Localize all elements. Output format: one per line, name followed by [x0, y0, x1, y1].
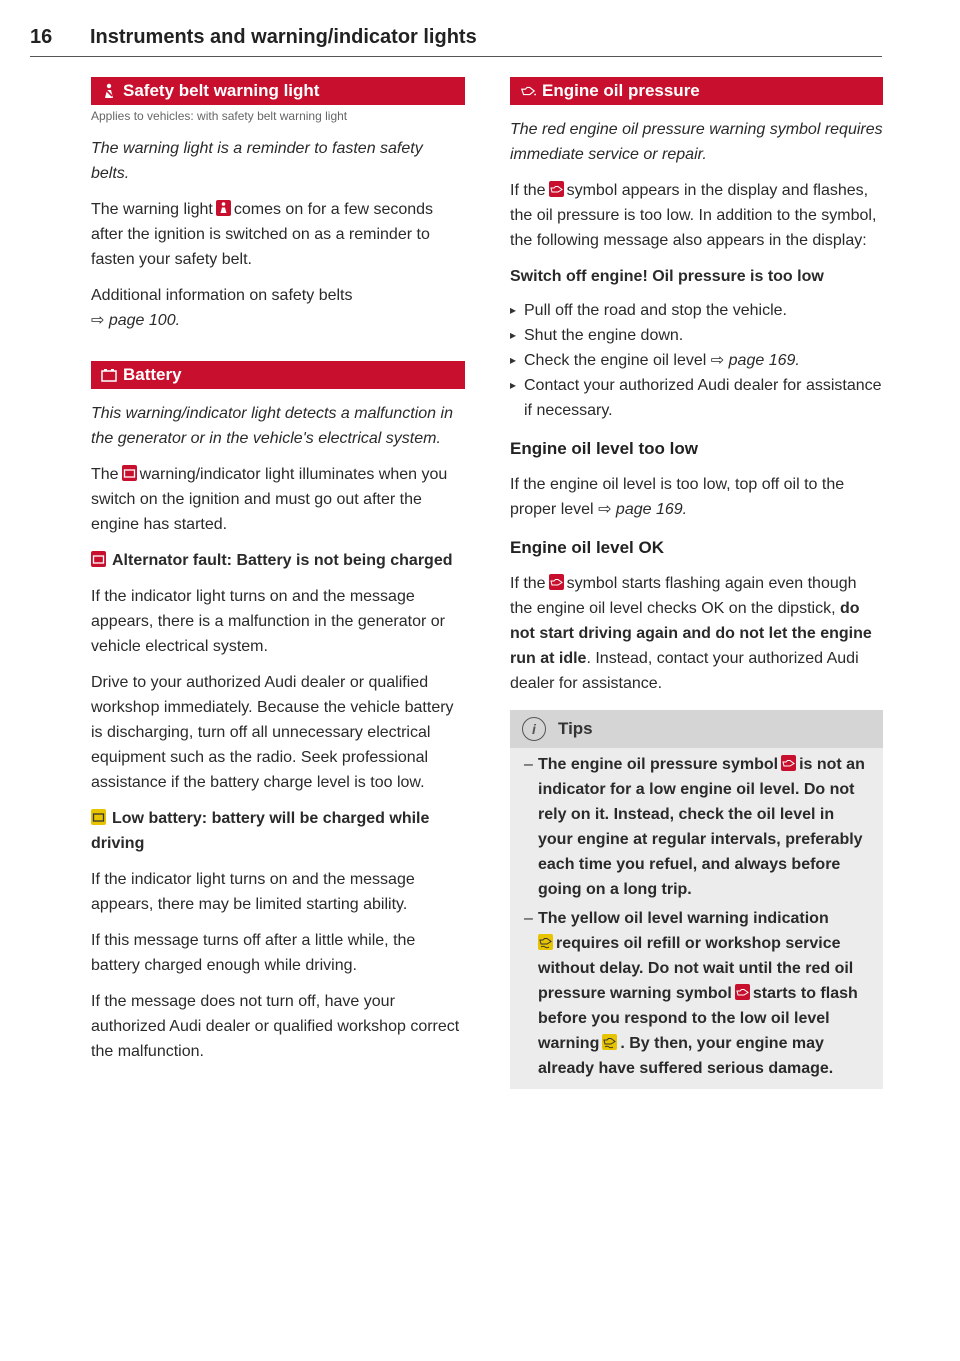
list-item: ▸ Shut the engine down.	[510, 323, 883, 348]
page-link[interactable]: ⇨ page 100.	[91, 312, 181, 329]
message-alternator-fault	[91, 548, 465, 573]
oil-can-icon	[520, 83, 536, 99]
text: Check the engine oil level	[524, 352, 707, 369]
text: Alternator fault: Battery is not being charged	[112, 552, 453, 569]
text: . By then, your engine may already have suffered serious damage.	[538, 1035, 834, 1077]
subheading: Engine oil level OK	[510, 538, 664, 557]
oil-pressure-warning-icon	[781, 755, 796, 771]
oil-pressure-warning-icon	[735, 984, 750, 1000]
paragraph	[91, 283, 465, 333]
seatbelt-icon	[101, 83, 117, 99]
applies-note: Applies to vehicles: with safety belt warning light	[91, 109, 348, 123]
battery-icon	[101, 367, 117, 383]
section-intro: The red engine oil pressure warning symbol requires immediate service or repair.	[510, 121, 883, 163]
text: requires oil refill or workshop service without delay. Do not wait until the red oil pressure warning symbol	[538, 935, 854, 1002]
tip-item	[510, 752, 883, 902]
text: . Instead, contact your authorized Audi dealer for assistance.	[510, 650, 859, 692]
section-intro: The warning light is a reminder to fasten safety belts.	[91, 140, 423, 182]
battery-indicator-icon	[91, 809, 106, 825]
page-link[interactable]: ⇨ page 169.	[598, 501, 688, 518]
tips-box	[510, 710, 883, 1089]
paragraph	[510, 571, 883, 696]
paragraph	[510, 472, 883, 522]
section-intro: This warning/indicator light detects a malfunction in the generator or in the vehicle's electrical system.	[91, 405, 453, 447]
text: The engine oil pressure symbol	[538, 756, 779, 773]
battery-warning-icon	[91, 551, 106, 567]
text: warning/indicator light illuminates when you switch on the ignition and must go out after the engine has started.	[91, 466, 448, 533]
list-item: ▸ Pull off the road and stop the vehicle.	[510, 298, 883, 323]
info-icon: i	[522, 717, 546, 741]
text: If the	[510, 575, 546, 592]
oil-level-warning-icon	[602, 1034, 617, 1050]
text: is not an indicator for a low engine oil level. Do not rely on it. Instead, check the oil level in your engine at regular intervals, preferably each time you refuel, and always before going on a long trip.	[538, 756, 865, 898]
section-heading: Battery	[123, 365, 182, 384]
section-heading: Engine oil pressure	[542, 81, 700, 100]
message-oil-pressure: Switch off engine! Oil pressure is too low	[510, 268, 824, 285]
tips-header	[510, 710, 883, 748]
text: The warning light	[91, 201, 213, 218]
text: do not start driving again and do not let the engine run at idle	[510, 600, 872, 667]
paragraph: If the indicator light turns on and the message appears, there may be limited starting ability.	[91, 871, 415, 913]
text: comes on for a few seconds after the ignition is switched on as a reminder to fasten your safety belt.	[91, 201, 434, 268]
battery-warning-icon	[122, 465, 137, 481]
paragraph	[91, 197, 465, 272]
tips-label: Tips	[558, 719, 593, 738]
text: Low battery: battery will be charged while driving	[91, 810, 430, 852]
page-title: Instruments and warning/indicator lights	[90, 26, 477, 48]
section-heading: Safety belt warning light	[123, 81, 320, 100]
page-link[interactable]: ⇨ page 169.	[710, 352, 800, 369]
text: If the	[510, 182, 546, 199]
tip-item	[510, 906, 883, 1081]
section-bar-battery	[91, 361, 465, 389]
paragraph	[91, 462, 465, 537]
subheading: Engine oil level too low	[510, 439, 698, 458]
text: symbol starts flashing again even though the engine oil level checks OK on the dipstick,	[510, 575, 857, 617]
oil-pressure-warning-icon	[549, 181, 564, 197]
page-number: 16	[30, 26, 53, 48]
right-column	[510, 77, 883, 1089]
text: Additional information on safety belts	[91, 287, 353, 304]
oil-pressure-warning-icon	[549, 574, 564, 590]
list-item: ▸ Contact your authorized Audi dealer for assistance if necessary.	[510, 373, 883, 423]
seatbelt-warning-icon	[216, 200, 231, 216]
text: starts to flash before you respond to the low oil level warning	[538, 985, 858, 1052]
left-column	[91, 77, 465, 1064]
page-header	[30, 22, 882, 57]
action-steps	[510, 298, 883, 423]
paragraph	[510, 178, 883, 253]
paragraph: If this message turns off after a little while, the battery charged enough while driving.	[91, 932, 416, 974]
text: symbol appears in the display and flashes, the oil pressure is too low. In addition to the symbol, the following message also appears in the display:	[510, 182, 877, 249]
paragraph: Drive to your authorized Audi dealer or qualified workshop immediately. Because the vehicle battery is discharging, turn off all unnecessary electrical equipment such as the radio. Seek professional assistance if the battery charge level is too low.	[91, 674, 454, 791]
list-item	[510, 348, 883, 373]
paragraph: If the indicator light turns on and the message appears, there is a malfunction in the generator or vehicle electrical system.	[91, 588, 445, 655]
section-bar-oil-pressure	[510, 77, 883, 105]
text: The	[91, 466, 119, 483]
paragraph: If the message does not turn off, have your authorized Audi dealer or qualified workshop correct the malfunction.	[91, 993, 460, 1060]
oil-level-warning-icon	[538, 934, 553, 950]
section-bar-safety-belt	[91, 77, 465, 105]
text: If the engine oil level is too low, top off oil to the proper level	[510, 476, 845, 518]
text: The yellow oil level warning indication	[538, 910, 829, 927]
message-low-battery	[91, 806, 465, 856]
